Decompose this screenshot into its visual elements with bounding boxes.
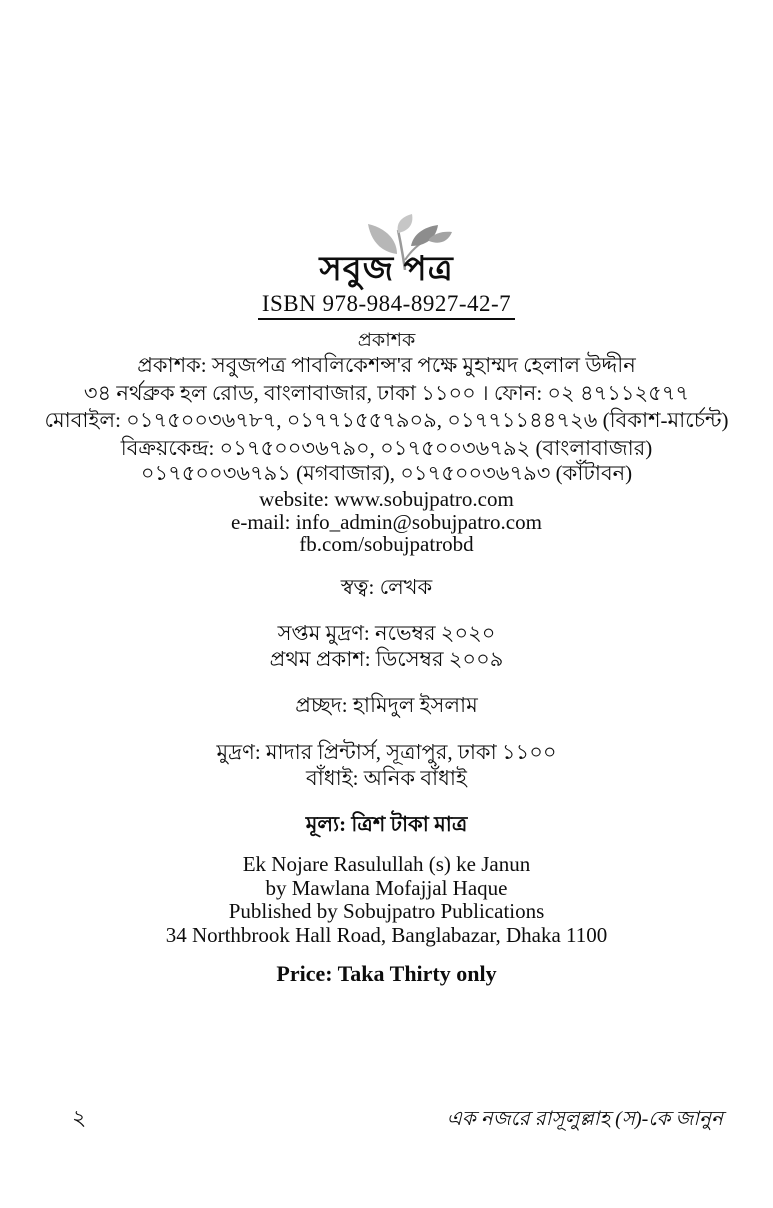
publisher-mobile-line: মোবাইল: ০১৭৫০০৩৬৭৮৭, ০১৭৭১৫৫৭৯০৯, ০১৭৭১১৪৪৭২৬ (বিকাশ-মার্চেন্ট) <box>44 408 729 432</box>
rights-line: স্বত্ব: লেখক <box>340 575 433 599</box>
publisher-heading: প্রকাশক <box>357 330 416 351</box>
price-bengali-line: মূল্য: ত্রিশ টাকা মাত্র <box>305 812 468 836</box>
english-author-line: by Mawlana Mofajjal Haque <box>265 876 508 900</box>
isbn-number: ISBN 978-984-8927-42-7 <box>258 291 515 320</box>
english-publisher-line: Published by Sobujpatro Publications <box>228 899 545 923</box>
page-footer <box>72 1101 723 1138</box>
english-title-line: Ek Nojare Rasulullah (s) ke Janun <box>242 852 531 876</box>
seventh-print-line: সপ্তম মুদ্রণ: নভেম্বর ২০২০ <box>277 621 496 645</box>
publisher-logo <box>0 214 773 288</box>
footer-book-title: এক নজরে রাসূলুল্লাহ (স)-কে জানুন <box>446 1108 723 1130</box>
publisher-logo-text: সবুজ পত্র <box>319 251 454 288</box>
printer-line: মুদ্রণ: মাদার প্রিন্টার্স, সূত্রাপুর, ঢাকা ১১০০ <box>216 740 557 764</box>
sales-center-line-2: ০১৭৫০০৩৬৭৯১ (মগবাজার), ০১৭৫০০৩৬৭৯৩ (কাঁটাবন) <box>140 461 633 485</box>
english-address-line: 34 Northbrook Hall Road, Banglabazar, Dhaka 1100 <box>165 923 608 947</box>
publisher-address-line: ৩৪ নর্থব্রুক হল রোড, বাংলাবাজার, ঢাকা ১১০০ । ফোন: ০২ ৪৭১১২৫৭৭ <box>83 381 690 405</box>
cover-designer-line: প্রচ্ছদ: হামিদুল ইসলাম <box>295 693 478 717</box>
publisher-name-line: প্রকাশক: সবুজপত্র পাবলিকেশন্স'র পক্ষে মুহাম্মদ হেলাল উদ্দীন <box>137 353 636 377</box>
page-number: ২ <box>72 1105 87 1130</box>
isbn-row <box>0 291 773 320</box>
first-publish-line: প্রথম প্রকাশ: ডিসেম্বর ২০০৯ <box>269 647 504 671</box>
facebook-line: fb.com/sobujpatrobd <box>299 532 474 556</box>
email-line: e-mail: info_admin@sobujpatro.com <box>231 510 542 534</box>
website-line: website: www.sobujpatro.com <box>259 487 514 511</box>
sales-center-line-1: বিক্রয়কেন্দ্র: ০১৭৫০০৩৬৭৯০, ০১৭৫০০৩৬৭৯২ (বাংলাবাজার) <box>120 436 653 460</box>
price-english-line: Price: Taka Thirty only <box>276 961 497 986</box>
binding-line: বাঁধাই: অনিক বাঁধাই <box>306 766 467 790</box>
